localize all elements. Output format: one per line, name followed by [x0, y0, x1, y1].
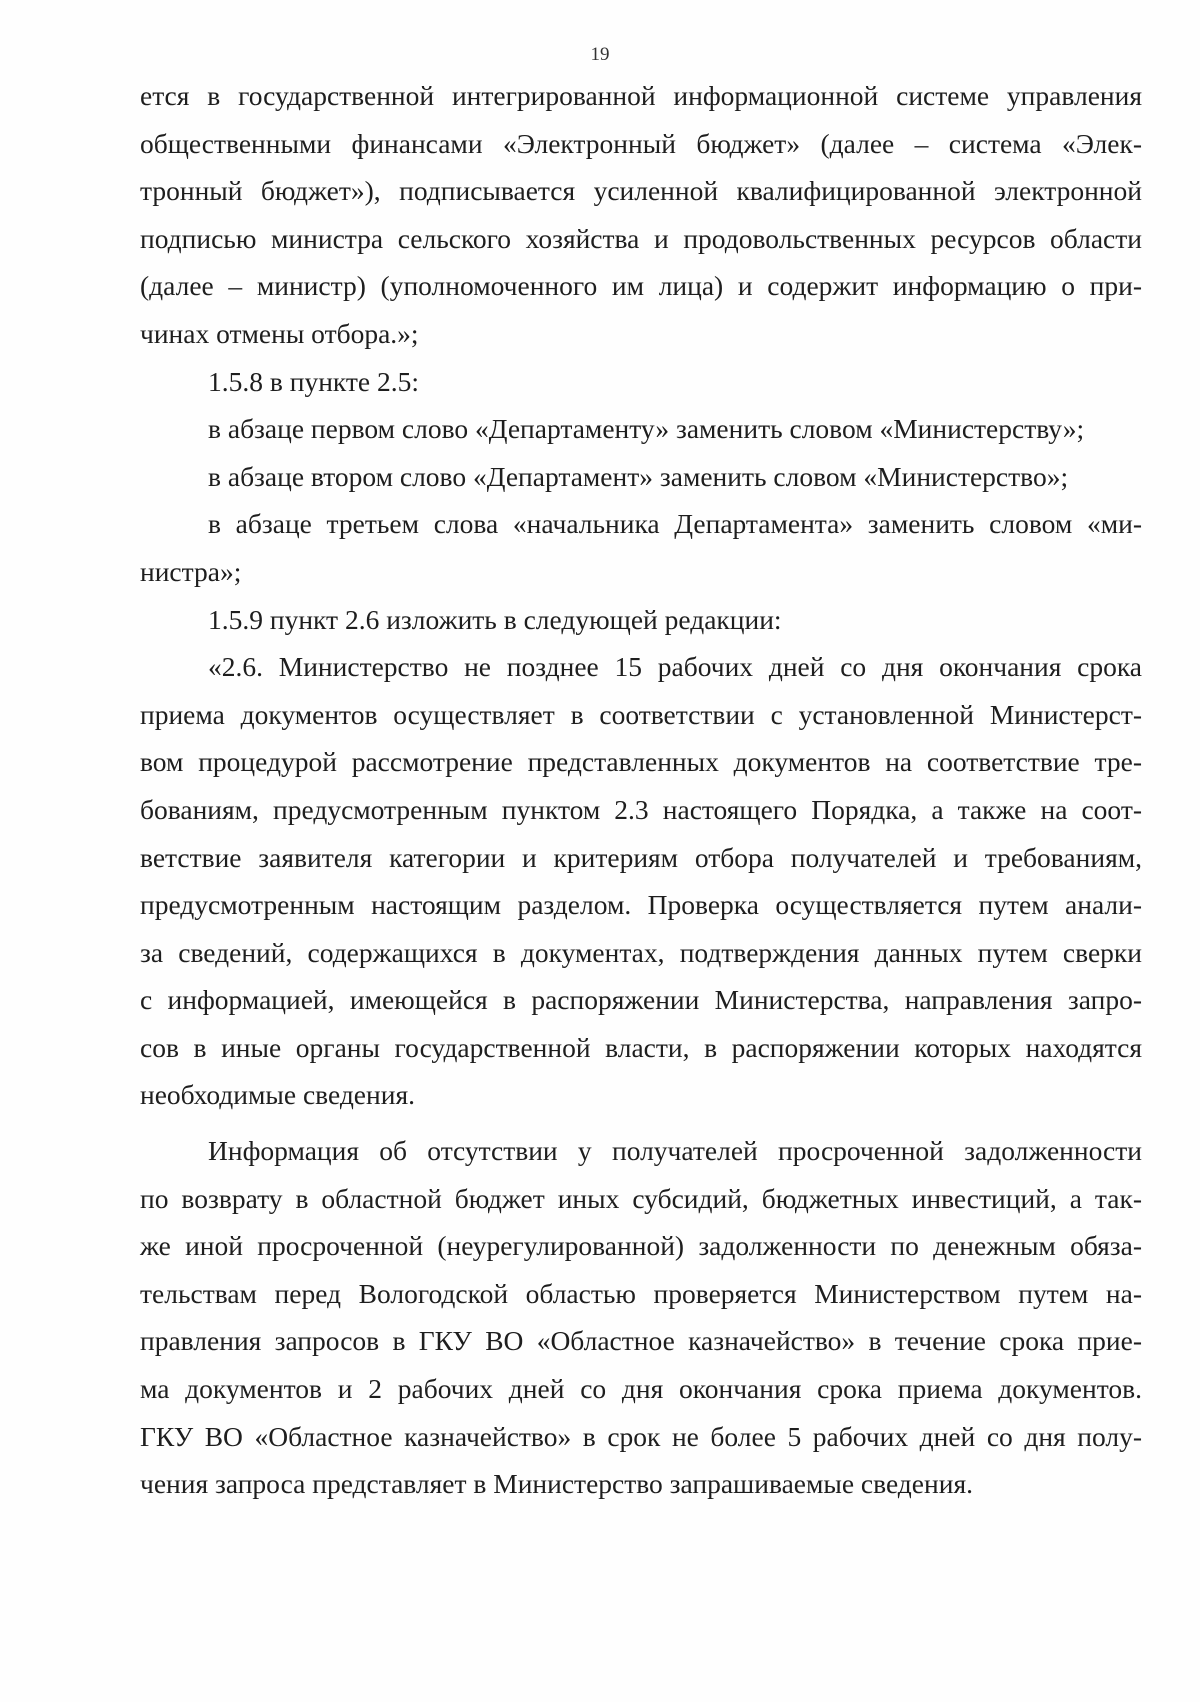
text-line: в абзаце втором слово «Департамент» заменить словом «Министерство»;	[208, 460, 1069, 492]
text-line: необходимые сведения.	[140, 1079, 415, 1111]
text-line: ветствие заявителя категории и критериям отбора получателей и требованиям,	[140, 841, 1142, 873]
text-line: правления запросов в ГКУ ВО «Областное казначейство» в течение срока прие-	[140, 1325, 1142, 1357]
text-line: чинах отмены отбора.»;	[140, 317, 419, 349]
text-line: нистра»;	[140, 555, 242, 587]
document-body	[140, 72, 1142, 1508]
text-line: тельствам перед Вологодской областью проверяется Министерством путем на-	[140, 1277, 1142, 1309]
text-line: чения запроса представляет в Министерство запрашиваемые сведения.	[140, 1468, 973, 1500]
text-line: общественными финансами «Электронный бюджет» (далее – система «Элек-	[140, 127, 1142, 159]
text-line: сов в иные органы государственной власти, в распоряжении которых находятся	[140, 1031, 1142, 1063]
text-line: 1.5.8 в пункте 2.5:	[208, 365, 420, 397]
text-line: Информация об отсутствии у получателей просроченной задолженности	[208, 1135, 1142, 1167]
text-line: бованиям, предусмотренным пунктом 2.3 настоящего Порядка, а также на соот-	[140, 793, 1142, 825]
text-line: тронный бюджет»), подписывается усиленной квалифицированной электронной	[140, 175, 1142, 207]
text-line: предусмотренным настоящим разделом. Проверка осуществляется путем анали-	[140, 889, 1142, 921]
text-line: в абзаце третьем слова «начальника Департамента» заменить словом «ми-	[208, 508, 1142, 540]
text-line: в абзаце первом слово «Департаменту» заменить словом «Министерству»;	[208, 413, 1085, 445]
text-line: за сведений, содержащихся в документах, подтверждения данных путем сверки	[140, 936, 1142, 968]
text-line: «2.6. Министерство не позднее 15 рабочих дней со дня окончания срока	[208, 651, 1142, 683]
page-number: 19	[590, 44, 610, 65]
text-line: 1.5.9 пункт 2.6 изложить в следующей редакции:	[208, 603, 782, 635]
text-line: ется в государственной интегрированной информационной системе управления	[140, 80, 1142, 111]
text-line: приема документов осуществляет в соответствии с установленной Министерст-	[140, 698, 1142, 730]
text-line: по возврату в областной бюджет иных субсидий, бюджетных инвестиций, а так-	[140, 1182, 1142, 1214]
text-line: же иной просроченной (неурегулированной) задолженности по денежным обяза-	[140, 1230, 1142, 1262]
text-line: вом процедурой рассмотрение представленных документов на соответствие тре-	[140, 746, 1142, 778]
text-line: (далее – министр) (уполномоченного им лица) и содержит информацию о при-	[140, 270, 1142, 302]
text-line: ГКУ ВО «Областное казначейство» в срок не более 5 рабочих дней со дня полу-	[140, 1420, 1142, 1452]
text-line: ма документов и 2 рабочих дней со дня окончания срока приема документов.	[140, 1373, 1142, 1405]
text-line: с информацией, имеющейся в распоряжении Министерства, направления запро-	[140, 984, 1142, 1016]
text-line: подписью министра сельского хозяйства и продовольственных ресурсов области	[140, 222, 1142, 254]
